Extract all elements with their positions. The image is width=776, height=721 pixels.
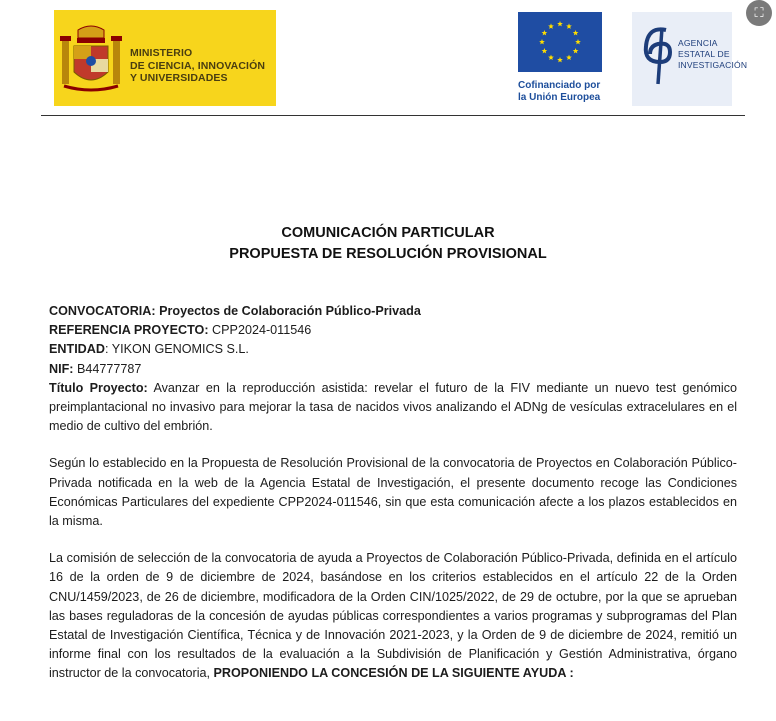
entidad-value: : YIKON GENOMICS S.L.	[104, 342, 249, 357]
coat-of-arms-icon	[60, 24, 122, 96]
ministry-logo	[54, 10, 276, 106]
referencia-field	[49, 321, 737, 340]
paragraph-2-bold: PROPONIENDO LA CONCESIÓN DE LA SIGUIENTE AYUDA	[213, 666, 566, 681]
titulo-field	[49, 379, 737, 437]
paragraph-2-end: :	[565, 666, 574, 681]
document-body	[49, 302, 737, 684]
eu-caption-line: la Unión Europea	[518, 92, 601, 103]
paragraph-1: Según lo establecido en la Propuesta de Resolución Provisional de la convocatoria de Proyectos en Colaboración Público-Privada notificada en la web de la Agencia Estatal de Investigación, el presente documento recoge las Condiciones Económicas Particulares del expediente CPP2024-011546, sin que esta comunicación afecte a los plazos establecidos en la misma.	[49, 456, 737, 529]
header-divider	[41, 115, 745, 116]
entidad-field	[49, 340, 737, 359]
referencia-value: CPP2024-011546	[212, 323, 312, 338]
agency-name	[678, 38, 747, 71]
eu-cofinancing-caption	[518, 80, 608, 104]
entidad-label: ENTIDAD	[49, 342, 105, 357]
referencia-label: REFERENCIA PROYECTO:	[49, 323, 209, 338]
convocatoria-field	[49, 302, 737, 321]
title-line-1: COMUNICACIÓN PARTICULAR	[281, 225, 495, 241]
ministry-line: DE CIENCIA, INNOVACIÓN	[130, 59, 266, 72]
paragraph-2	[49, 549, 737, 683]
agency-emblem-icon	[636, 22, 678, 88]
nif-value: B44777787	[76, 361, 142, 376]
agency-line: INVESTIGACIÓN	[678, 60, 748, 70]
nif-field	[49, 360, 737, 379]
paragraph-2-text: La comisión de selección de la convocatoria de ayuda a Proyectos de Colaboración Público-Privada, definida en el artículo 16 de la orden de 9 de diciembre de 2024, basándose en los criterios establecidos en el artículo 22 de la Orden CNU/1459/2023, de 26 de diciembre, modificadora de la Orden CIN/1025/2022, de 29 de octubre, por la que se aprueban las bases reguladoras de la concesión de ayudas públicas correspondientes a varios programas y subprogramas del Plan Estatal de Investigación Científica, Técnica y de Innovación 2021-2023, y la Orden de 9 de diciembre de 2024, remitió un informe final con los resultados de la evaluación a la Subdivisión de Planificación y Gestión Administrativa, órgano instructor de la convocatoria,	[49, 551, 737, 681]
document-header	[0, 0, 776, 120]
eu-caption-line: Cofinanciado por	[518, 80, 601, 91]
eu-flag-icon	[518, 12, 602, 72]
titulo-value: Avanzar en la reproducción asistida: revelar el futuro de la FIV mediante un nuevo test genómico preimplantacional no invasivo para mejorar la tasa de nacidos vivos analizando el ADNg de vesículas extracelulares en el medio de cultivo del embrión.	[49, 380, 737, 434]
convocatoria-value: Proyectos de Colaboración Público-Privada	[159, 304, 421, 318]
title-line-2: PROPUESTA DE RESOLUCIÓN PROVISIONAL	[229, 246, 547, 262]
document-title	[0, 223, 776, 265]
ministry-line: MINISTERIO	[130, 47, 193, 59]
agency-line: AGENCIA	[678, 38, 718, 48]
agency-line: ESTATAL DE	[678, 49, 730, 59]
ministry-line: Y UNIVERSIDADES	[130, 72, 228, 84]
titulo-label: Título Proyecto:	[49, 380, 148, 395]
agency-logo	[632, 12, 748, 106]
expand-image-icon[interactable]: ⛶	[746, 0, 772, 26]
convocatoria-label: CONVOCATORIA:	[49, 304, 156, 318]
ministry-name	[130, 47, 265, 85]
nif-label: NIF:	[49, 361, 74, 376]
